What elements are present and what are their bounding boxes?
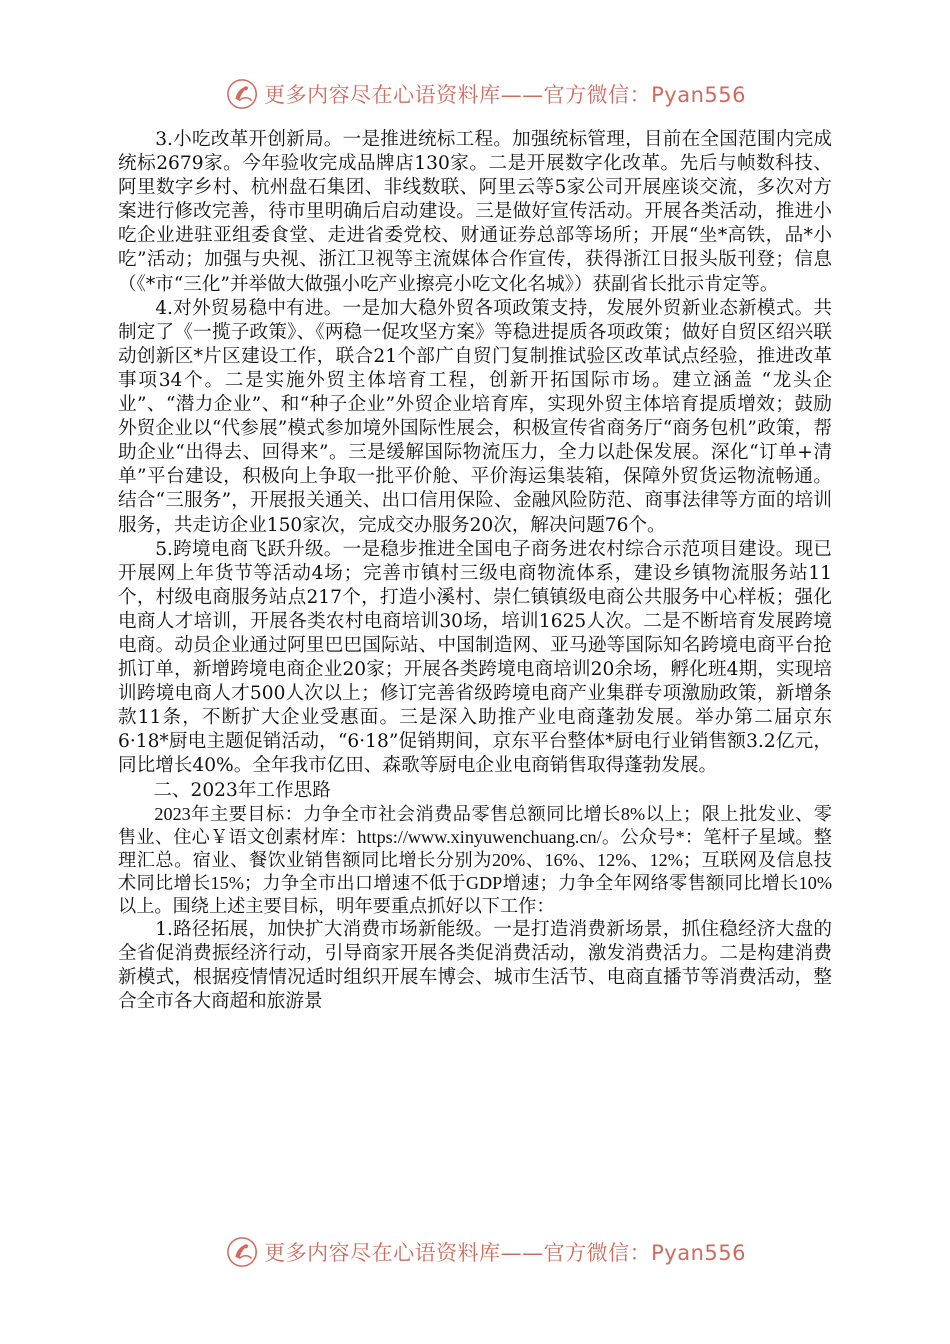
paragraph-cross-border-ecommerce: 5.跨境电商飞跃升级。一是稳步推进全国电子商务进农村综合示范项目建设。现已开展网上年货节等活动4场；完善市镇村三级电商物流体系，建设乡镇物流服务站11个，村级电商服务站点217个，打造小溪村、崇仁镇镇级电商公共服务中心样板；强化电商人才培训，开展各类农村电商培训30场，培训1625人次。二是不断培育发展跨境电商。动员企业通过阿里巴巴国际站、中国制造网、亚马逊等国际知名跨境电商平台抢抓订单，新增跨境电商企业20家；开展各类跨境电商培训20余场，孵化班4期，实现培训跨境电商人才500人次以上；修订完善省级跨境电商产业集群专项激励政策，新增条款11条，不断扩大企业受惠面。三是深入助推产业电商蓬勃发展。举办第二届京东6·18*厨电主题促销活动，“6·18”促销期间，京东平台整体*厨电行业销售额3.2亿元，同比增长40%。全年我市亿田、森歌等厨电企业电商销售取得蓬勃发展。	[118, 538, 832, 777]
flower-logo-icon	[226, 77, 258, 111]
section-heading-2023-plan: 二、2023年工作思路	[153, 779, 331, 801]
banner-text: 更多内容尽在心语资料库——官方微信：Pyan556	[264, 1241, 746, 1265]
paragraph-foreign-trade: 4.对外贸易稳中有进。一是加大稳外贸各项政策支持，发展外贸新业态新模式。共制定了《一揽子政策》、《两稳一促攻坚方案》等稳进提质各项政策；做好自贸区绍兴联动创新区*片区建设工作，联合21个部广自贸门复制推试验区改革试点经验，推进改革事项34个。二是实施外贸主体培育工程，创新开拓国际市场。建立涵盖 “龙头企业”、“潜力企业”、和“种子企业”外贸企业培育库，实现外贸主体培育提质增效；鼓励外贸企业以“代参展”模式参加境外国际性展会，积极宣传省商务厅“商务包机”政策，帮助企业“出得去、回得来”。三是缓解国际物流压力，全力以赴保发展。深化“订单+清单”平台建设，积极向上争取一批平价舱、平价海运集装箱，保障外贸货运物流畅通。结合“三服务”，开展报关通关、出口信用保险、金融风险防范、商事法律等方面的培训服务，共走访企业150家次，完成交办服务20次，解决问题76个。	[118, 297, 832, 536]
banner-text: 更多内容尽在心语资料库——官方微信：Pyan556	[264, 83, 746, 107]
flower-logo-icon	[226, 1235, 258, 1269]
paragraph-main-goals: 2023年主要目标：力争全市社会消费品零售总额同比增长8%以上；限上批发业、零售业、住心￥语文创素材库：https://www.xinyuwenchuang.cn/。公众号*：笔杆子星域。整理汇总。宿业、餐饮业销售额同比增长分别为20%、16%、12%、12%；互联网及信息技术同比增长15%；力争全市出口增速不低于GDP增速；力争全年网络零售额同比增长10%以上。围绕上述主要目标，明年要重点抓好以下工作：	[118, 803, 832, 916]
paragraph-snack-reform: 3.小吃改革开创新局。一是推进统标工程。加强统标管理，目前在全国范围内完成统标2679家。今年验收完成品牌店130家。二是开展数字化改革。先后与帧数科技、阿里数字乡村、杭州盘石集团、非线数联、阿里云等5家公司开展座谈交流，多次对方案进行修改完善，待市里明确后启动建设。三是做好宣传活动。开展各类活动，推进小吃企业进驻亚组委食堂、走进省委党校、财通证券总部等场所；开展“坐*高铁，品*小吃”活动；加强与央视、浙江卫视等主流媒体合作宣传，获得浙江日报头版刊登；信息（《*市“三化”并举做大做强小吃产业擦亮小吃文化名城》）获副省长批示肯定等。	[118, 129, 832, 295]
document-body	[118, 128, 832, 1014]
footer-banner[interactable]	[226, 1232, 746, 1272]
paragraph-path-expansion: 1.路径拓展，加快扩大消费市场新能级。一是打造消费新场景，抓住稳经济大盘的全省促消费振经济行动，引导商家开展各类促消费活动，激发消费活力。二是构建消费新模式，根据疫情情况适时组织开展车博会、城市生活节、电商直播节等消费活动，整合全市各大商超和旅游景	[118, 918, 832, 1012]
header-banner[interactable]	[226, 74, 746, 114]
